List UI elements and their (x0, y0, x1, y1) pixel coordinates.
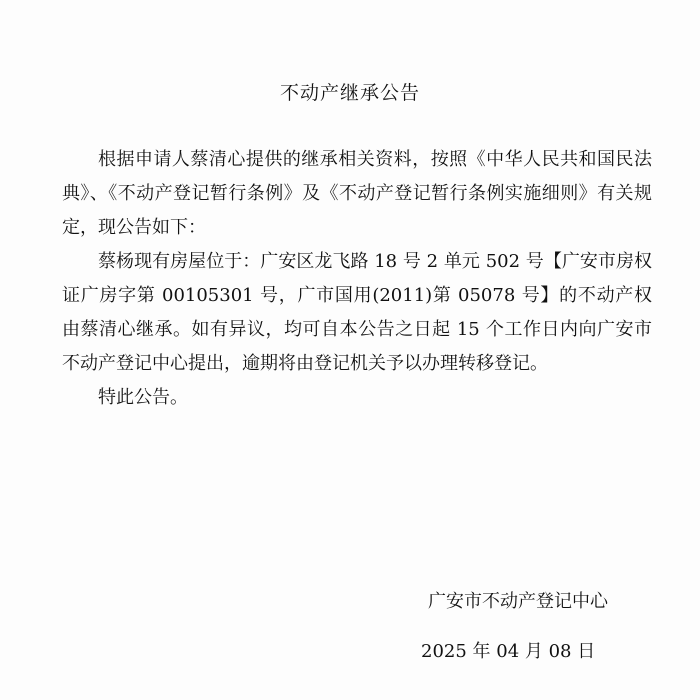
notice-closing: 特此公告。 (98, 387, 188, 408)
issue-date: 2025 年 04 月 08 日 (421, 641, 596, 662)
notice-body (62, 143, 652, 415)
issuer-name: 广安市不动产登记中心 (428, 591, 608, 612)
notice-title: 不动产继承公告 (279, 82, 420, 104)
notice-paragraph-property: 蔡杨现有房屋位于：广安区龙飞路 18 号 2 单元 502 号【广安市房权证广房字第 00105301 号，广市国用(2011)第 05078 号】的不动产权由蔡清心继承。如有异议，均可自本公告之日起 15 个工作日内向广安市不动产登记中心提出，逾期将由登记机关予以办理转移登记。 (62, 251, 652, 374)
notice-paragraph-basis: 根据申请人蔡清心提供的继承相关资料，按照《中华人民共和国民法典》、《不动产登记暂行条例》及《不动产登记暂行条例实施细则》有关规定，现公告如下： (62, 149, 652, 238)
